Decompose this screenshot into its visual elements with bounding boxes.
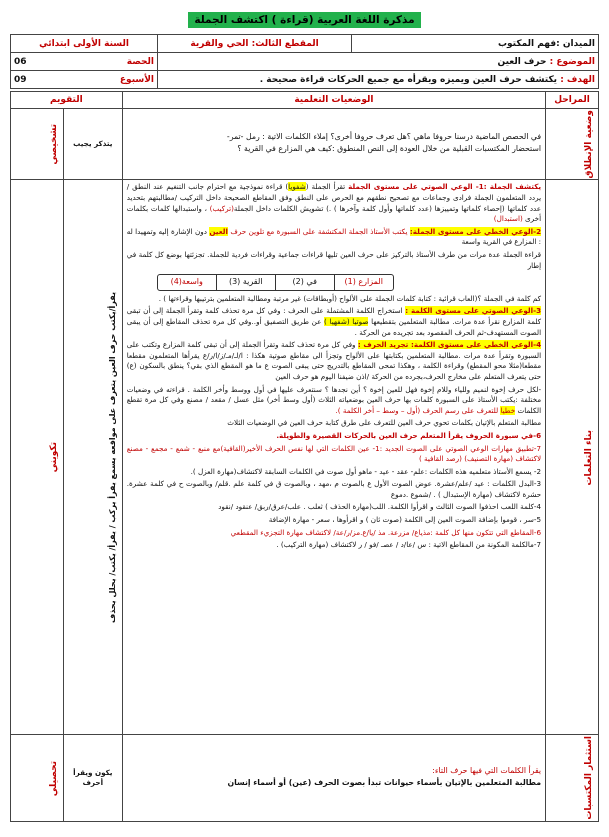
stage1-type: تشخيصي xyxy=(11,109,64,180)
segment-cell: المقطع الثالث: الحي والقرية xyxy=(158,35,352,53)
s2-p3: قراءة الجملة عدة مرات من طرف الأستاذ بالتركيز على حرف العين تليها قراءات جماعية وقراءات فردية للجملة. تجزئتها بوضع كل كلمة في إطار xyxy=(126,250,542,270)
stage3-name: استثمار المكتسبات xyxy=(546,735,599,822)
col-situations: الوضعيات التعلمية xyxy=(122,92,545,109)
grade-cell: السنة الأولى ابتدائي xyxy=(11,35,158,53)
s2-p8: مطالبة المتعلم بالإتيان بكلمات تحوي حرف العين للتعرف على طرق كتابة حرف العين في الوضعيات الثلاث xyxy=(227,418,542,428)
word-box-2: في (2) xyxy=(275,275,334,290)
stage1-body xyxy=(122,109,545,180)
s2-p4: كم كلمة في الجملة ؟(العاب قرائية : كتابة كلمات الجملة على الألواح (أوبطاقات) غير مرتبة ومطالبة المتعلمين بترتيبها وقراءتها ) . xyxy=(158,293,542,303)
s2-p12: 3-البدل الكلمات : عيد /علم/عشرة. عوض الصوت الأول ع بالصوت م ،مهد ، وبالصوت ق في كلمة علم .قلم/ وبالصوت ح في كلمة عشرة. حشرة لاكتشاف (مهارة الإستبدال ) . /شموع .دموع xyxy=(126,479,542,499)
week-cell xyxy=(11,71,158,89)
session-value: 06 xyxy=(14,56,27,67)
stage2-type: تكويني xyxy=(11,180,64,735)
word-box-1: المزارع (1) xyxy=(334,275,393,290)
stage3-text2: مطالبة المتعلمين بالإتيان بأسماء حيوانات تبدأ بصوت الحرف (عين) أو أسماء إنسان xyxy=(227,778,542,788)
topic-label: الموضوع : xyxy=(549,56,595,67)
s2-p1a: يكتشف الجملة :1- الوعي الصوتي على مستوى الجملة xyxy=(348,182,542,192)
s2-p16: 7-مالكلمة المكونة من المقاطع الاتية : س /عا/د / عصـ /فو / ر لاكتشاف (مهارة التركيب) . xyxy=(276,540,542,550)
stage3-body xyxy=(122,735,545,822)
stage1-name: وضعية الإنطلاق xyxy=(546,109,599,180)
stage3-type: تحصيلي xyxy=(11,735,64,822)
stage2-body: يكتشف الجملة :1- الوعي الصوتي على مستوى الجملة تقرأ الجملة (شفويا) قراءة نموذجية مع احترام جانب التنغيم عند النطق /يردد المتعلمون الجملة فرادى وجماعات مع تصحيح نطقهم مع الحرص على النطق وفق المقاطع الصحيحة داخل التركيب /مطالبتهم بتحديد عدد كلماتها (إحصاء كلماتها وتمييزها (عدد كلماتها وأول كلمة وآخرها ) .) تشويش الكلمات داخل الجملة(تركيب) ، واستبدالها كلمات بكلمات أخرى (استبدال) 2-الوعي الخطي على مستوى الجملة: يكتب الأستاذ الجملة المكتشفة على السبورة مع تلوين حرف العين دون الإشارة إليه وتمهيدا له : المزارع في القرية واسعة قراءة الجملة عدة مرات من طرف الأستاذ بالتركيز على حرف العين تليها قراءات جماعية وقراءات فردية للجملة. تجزئتها بوضع كل كلمة في إطار المزارع (1) في (2) القرية (3) واسعة(4) كم كلمة في الجملة ؟(العاب قرائية : كتابة كلمات الجملة على الألواح (أوبطاقات) غير مرتبة ومطالبة المتعلمين بترتيبها وقراءتها ) . 3-الوعي الصوتي على مستوى الكلمة : استخراج الكلمة المشتملة على الحرف : وفي كل مرة تحذف كلمة وتقرأ الجملة إلى أن تبقى كلمة المزارع نقرأ عدة مرات. مطالبة المتعلمين بتقطيعها صوتيا (شفهيا ) عن طريق التصفيق أو..وفي كل مرة تحذف المقاطع إلى أن يبقى الصوت المستهدف-ثم الحرف المقصود بعد تجريده من الحركة . 4-الوعي الخطي على مستوى الكلمة: تجريد الحرف : وفي كل مرة تحذف كلمة وتقرأ الجملة إلى أن تبقى كلمة المزارع وتكتب على السبورة وتقرأ عدة مرات .مطالبة المتعلمين بكتابتها على الألواح وتجزأ الى مقاطع صوتية هكذا : ا/لـ/مـ/ز/ا/ر/ع يقرأها المتعلمون مقطعا مقطعا(مثلا محو المقطع) وقراءة الكلمة ، وهكذا تمحى المقاطع بالتدريج حتى يبقى الصوت ع ما هو المقطع الذي بقي؟ ينطق بالسكون (ع) حتى يتعرف المتعلم على مخارج الحرف،بجرده من الحركة /اذن ضيفنا اليوم هو حرف العين -لكل حرف إخوة لنميم وللياء وللام إخوة فهل للعين إخوة ؟ أين نجدها ؟ سنتعرف عليها في أول ووسط وأخر الكلمة . قراءته في وضعيات مختلفة :يكتب الأستاذ على السبورة كلمات بها حرف العين بوضعياته الثلاث (أول وسط أخر) مثل عسل / مقعد / مصنع وفي كل مرة تقطع الكلمات خطيا للتعرف على رسم الحرف (أول – وسط – أخر الكلمة ). مطالبة المتعلم بالإتيان بكلمات تحوي حرف العين للتعرف على طرق كتابة حرف العين في الوضعيات الثلاث 6-في سبورة الحروف يقرأ المتعلم حرف العين بالحركات القصيرة والطويلة. 7-تطبيق مهارات الوعي الصوتي على الصوت الجديد :1- عين الكلمات التي لها نفس الحرف الأخير(القافية)مع منبع - شمع - مجمع - مصنع لاكتشاف (مهارة التصنيف) (رصد القافية ) 2- يسمع الأستاذ متعلميه هذه الكلمات :علم- عقد - عيد - ماهو أول صوت في الكلمات السابقة لاكتشاف(مهارة العزل ). 3-البدل الكلمات : عيد /علم/عشرة. عوض الصوت الأول ع بالصوت م ،مهد ، وبالصوت ق في كلمة علم .قلم/ وبالصوت ح في كلمة عشرة. حشرة لاكتشاف (مهارة الإستبدال ) . /شموع .دموع 4-كلمة اللعب احذفوا الصوت الثالث و اقرأوا الكلمة. اللب(مهارة الحذف ) ثعلب . علب/عرق/ربق/ عنقود /نقود 5-سر ، قوموا بإضافة الصوت العين إلى الكلمة (صوت ثان ) و اقرأوها ، سعر - مهارة الإضافة 6-المقاطع التي تتكون منها كل كلمة :مذياع/ مزرعة. مذ /يا/ع.مز/ر/عة/ لاكتشاف مهارة التجزيء المقطعي 7-مالكلمة المكونة من المقاطع الاتية : س /عا/د / عصـ /فو / ر لاكتشاف (مهارة التركيب) . xyxy=(122,180,545,735)
col-stages: المراحل xyxy=(546,92,599,109)
session-label: الحصة xyxy=(126,56,155,67)
goal-text: يكتشف حرف العين ويميزه ويقرأه مع جميع الحركات قراءة صحيحة . xyxy=(259,74,558,85)
s2-p13: 4-كلمة اللعب احذفوا الصوت الثالث و اقرأوا الكلمة. اللب(مهارة الحذف ) ثعلب . علب/عرق/ربق/ عنقود /نقود xyxy=(218,502,542,512)
lesson-sheet xyxy=(10,8,599,822)
s2-p14: 5-سر ، قوموا بإضافة الصوت العين إلى الكلمة (صوت ثان ) و اقرأوها ، سعر - مهارة الإضافة xyxy=(268,515,542,525)
s2-p9: 6-في سبورة الحروف يقرأ المتعلم حرف العين بالحركات القصيرة والطويلة. xyxy=(276,430,542,440)
goal-cell xyxy=(158,71,599,89)
topic-cell xyxy=(158,53,599,71)
s2-p10: 7-تطبيق مهارات الوعي الصوتي على الصوت الجديد :1- عين الكلمات التي لها نفس الحرف الأخير(القافية)مع منبع - شمع - مجمع - مصنع لاكتشاف (مهارة التصنيف) (رصد القافية ) xyxy=(126,443,542,464)
stage1-text2: استحضار المكتسبات القبلية من خلال العودة إلى النص المنطوق :كيف هي المزارع في القرية ؟ xyxy=(237,144,542,154)
sentence-word-boxes xyxy=(157,274,394,291)
field-cell: الميدان :فهم المكتوب xyxy=(352,35,599,53)
session-cell xyxy=(11,53,158,71)
s2-p11: 2- يسمع الأستاذ متعلميه هذه الكلمات :علم- عقد - عيد - ماهو أول صوت في الكلمات السابقة لاكتشاف(مهارة العزل ). xyxy=(190,466,542,476)
topic-value: حرف العين xyxy=(497,56,547,67)
s2-p6a: 4-الوعي الخطي على مستوى الكلمة: تجريد الحرف : xyxy=(357,340,542,350)
s2-p2a: 2-الوعي الخطي على مستوى الجملة: xyxy=(409,226,542,236)
word-box-3: القرية (3) xyxy=(216,275,275,290)
stage3-assess: يكون ويقرأ أحرف xyxy=(63,735,122,822)
s2-p5a: 3-الوعي الصوتي على مستوى الكلمة : xyxy=(405,306,542,316)
stage3-text1: يقرأ الكلمات التي فيها حرف التاء: xyxy=(432,765,542,775)
s2-p7: -لكل حرف إخوة لنميم وللياء وللام إخوة فهل للعين إخوة ؟ أين نجدها ؟ سنتعرف عليها في أول ووسط وأخر الكلمة . قراءته في وضعيات مختلفة :يكتب الأستاذ على السبورة كلمات بها حرف العين بوضعياته الثلاث (أول وسط أخر) مثل عسل / مقعد / مصنع وفي كل مرة تقطع الكلمات xyxy=(126,384,542,415)
week-label: الأسبوع xyxy=(119,74,155,85)
stage1-assess: يتذكر يجيب xyxy=(63,109,122,180)
stage1-text1: في الحصص الماضية درسنا حروفا ماهي ؟هل تعرف حروفا أخرى؟ إملاء الكلمات الاتية : رمل -تمر- xyxy=(226,131,542,141)
word-box-4: واسعة(4) xyxy=(170,277,203,287)
header-table xyxy=(10,34,599,89)
col-assessment: التقويم xyxy=(11,92,123,109)
stage2-assess: يقرأ/يكتب حرف العين يتعرف على مواقعه يسمع يقرأ يركب / يقرأ/ يكتب/ يحلل يحذف xyxy=(63,180,122,735)
lesson-table xyxy=(10,91,599,822)
page-title: مذكرة اللغة العربية (قراءة ) اكتشف الجملة xyxy=(188,12,420,28)
goal-label: الهدف : xyxy=(560,74,595,85)
stage2-name: بناء التعلمات xyxy=(546,180,599,735)
s2-p15: 6-المقاطع التي تتكون منها كل كلمة :مذياع/ مزرعة. مذ /يا/ع.مز/ر/عة/ لاكتشاف مهارة التجزيء المقطعي xyxy=(230,527,542,537)
week-value: 09 xyxy=(14,74,27,85)
